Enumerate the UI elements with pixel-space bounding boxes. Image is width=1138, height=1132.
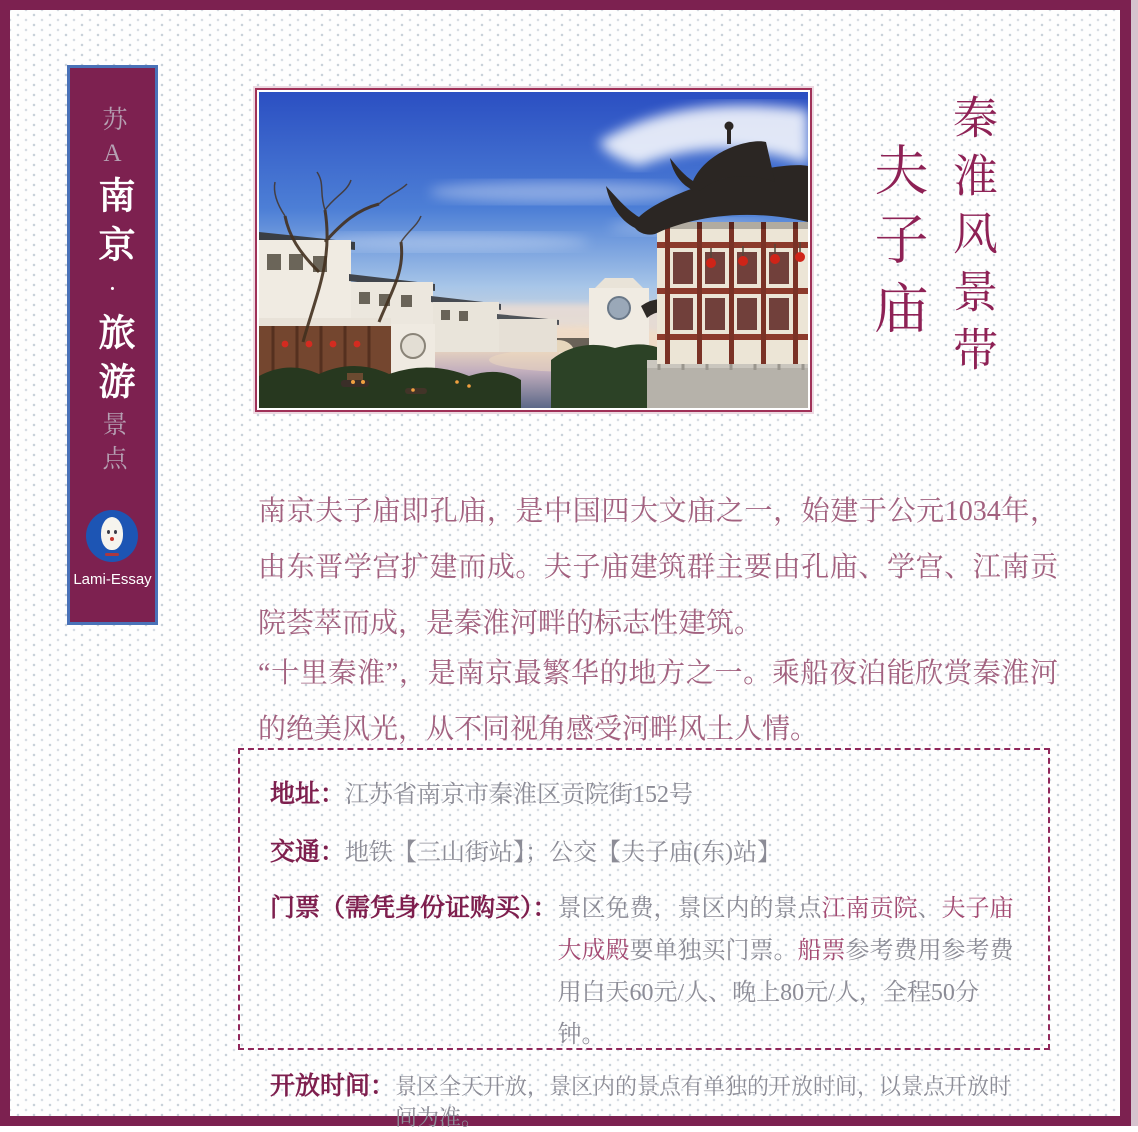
hours-label: 开放时间： <box>270 1073 396 1100</box>
hours-row <box>270 1066 1022 1132</box>
qinhuai-river-illustration <box>259 92 808 408</box>
address-value: 江苏省南京市秦淮区贡院街152号 <box>345 782 694 808</box>
scenic-photo <box>255 88 812 412</box>
title-vertical: 夫子庙 <box>867 142 927 349</box>
visitor-info-box <box>238 748 1050 1130</box>
mascot-icon <box>101 517 123 550</box>
category-label: 旅游 <box>92 313 133 411</box>
poster-canvas <box>10 10 1120 1130</box>
brand-logo-icon <box>86 510 138 562</box>
left-banner <box>67 65 158 625</box>
separator-dot: · <box>98 274 127 313</box>
ticket-label: 门票（需凭身份证购买）： <box>270 895 558 922</box>
city-label: 南京 <box>92 176 133 274</box>
region-code-label: A <box>99 140 126 176</box>
address-row <box>270 774 1022 810</box>
hours-value: 景区全天开放，景区内的景点有单独的开放时间，以景点开放时间为准。 <box>395 1074 1012 1130</box>
qinhuai-paragraph: “十里秦淮”，是南京最繁华的地方之一。乘船夜泊能欣赏秦淮河的绝美风光，从不同视角感受河畔风土人情。 <box>258 658 1058 745</box>
brand-name: Lami-Essay <box>73 571 152 588</box>
transport-value: 地铁【三山街站】；公交【夫子庙(东)站】 <box>345 840 781 866</box>
brand-logo <box>73 510 151 588</box>
region-label: 苏 <box>99 106 126 140</box>
transport-row <box>270 832 1022 868</box>
transport-label: 交通： <box>270 839 346 866</box>
banner-vertical-text <box>94 106 131 479</box>
sub-label: 景点 <box>99 411 126 479</box>
logo-tiny-text <box>105 553 119 556</box>
address-label: 地址： <box>270 781 346 808</box>
right-edge-strip <box>1131 0 1138 1126</box>
ticket-value: 景区免费，景区内的景点江南贡院、夫子庙大成殿要单独买门票。船票参考费用参考费用白天60元/人、晚上80元/人，全程50分钟。 <box>557 896 1014 1048</box>
ticket-row <box>270 888 1022 1056</box>
intro-paragraph: 南京夫子庙即孔庙，是中国四大文庙之一，始建于公元1034年，由东晋学宫扩建而成。夫子庙建筑群主要由孔庙、学宫、江南贡院荟萃而成，是秦淮河畔的标志性建筑。 <box>258 496 1058 639</box>
subtitle-vertical: 秦淮风景带 <box>946 94 996 384</box>
